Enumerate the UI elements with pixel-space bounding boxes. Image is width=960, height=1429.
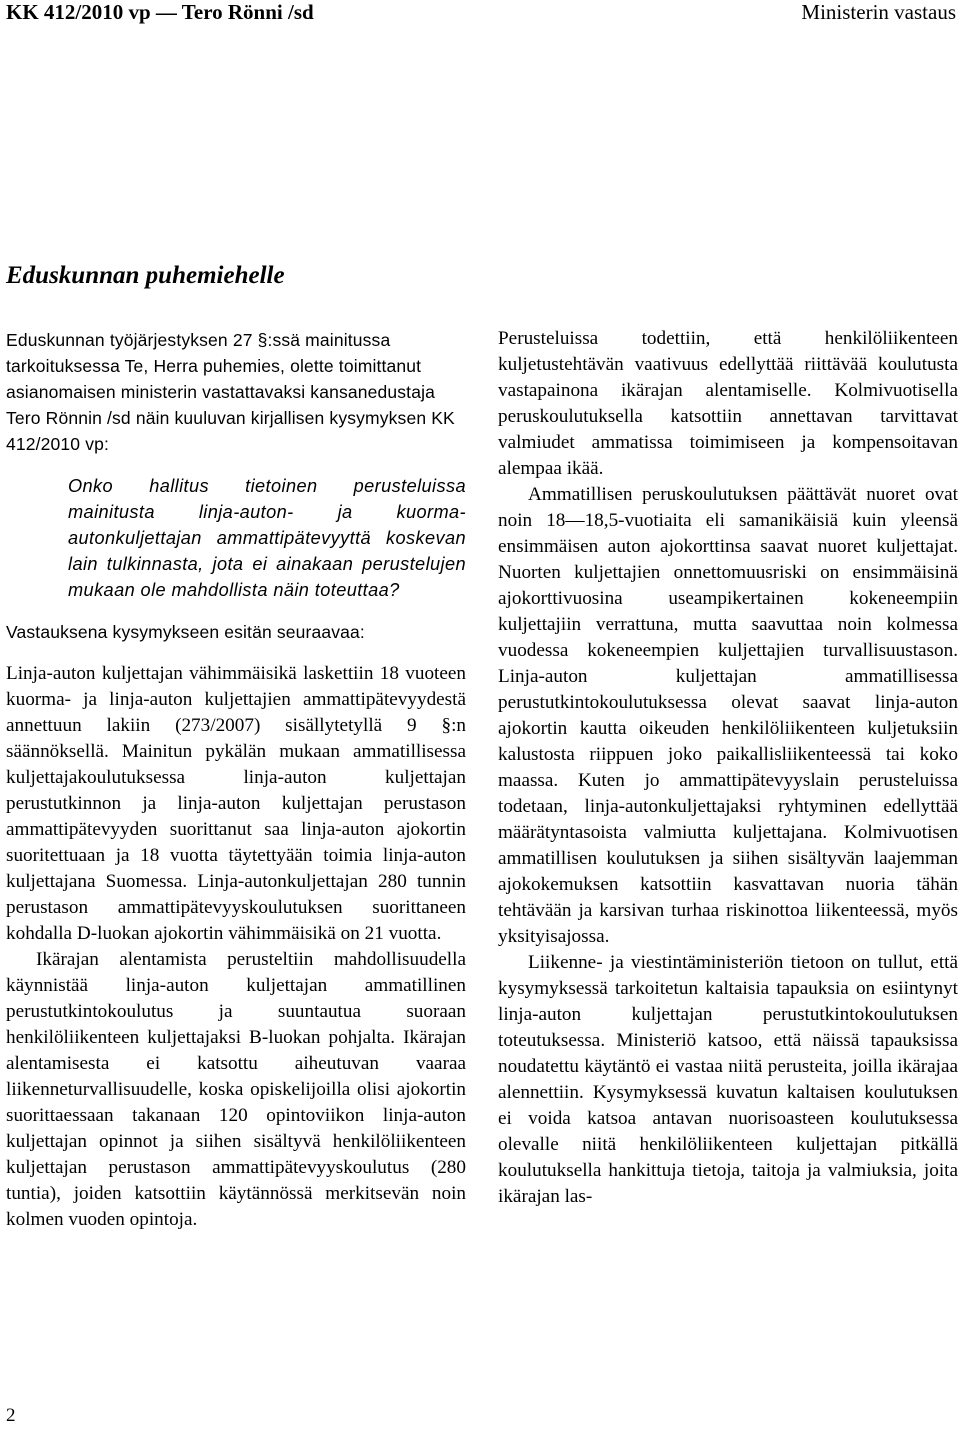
page-number: 2 <box>6 1405 16 1426</box>
intro-paragraph: Eduskunnan työjärjestyksen 27 §:ssä mainitussa tarkoituksessa Te, Herra puhemies, olette toimittanut asianomaisen ministerin vastattavaksi kansanedustaja Tero Rönnin /sd näin kuuluvan kirjallisen kysymyksen KK 412/2010 vp: <box>6 330 455 454</box>
left-column <box>6 326 466 1233</box>
document-reference-header: KK 412/2010 vp — Tero Rönni /sd <box>6 0 314 24</box>
reply-intro: Vastauksena kysymykseen esitän seuraavaa: <box>6 622 365 642</box>
answer-paragraph-4: Ammatillisen peruskoulutuksen päättävät nuoret ovat noin 18—18,5-vuotiaita eli samanikäisiä kuin yleensä ensimmäisen auton ajokorttinsa saavat nuoret kuljettajat. Nuorten kuljettajien onnettomuusriski on ensimmäisinä ajokorttivuosina useampikertainen kokeneempiin kuljettajiin verrattuna, mutta saavuttaa noin kolmessa vuodessa kokeneempien kuljettajien turvallisuustason. Linja-auton kuljettajan ammatillisessa perustutkintokoulutuksessa olevat saavat linja-auton ajokortin kautta oikeuden henkilöliikenteen kuljetuksiin kalustosta riippuen joko paikallisliikenteessä tai koko maassa. Kuten jo ammattipätevyyslain perusteluissa todetaan, linja-autonkuljettajaksi ryhtyminen edellyttää määrätyntasoista valmiutta kuljettajana. Kolmivuotisen ammatillisen koulutuksen ja siihen sisältyvän laajemman ajokokemuksen katsottiin kasvattavan nuoria tähän tehtävään ja karsivan turhaa riskinottoa liikenteessä, myös yksityisajossa. <box>498 484 958 947</box>
answer-paragraph-1: Linja-auton kuljettajan vähimmäisikä laskettiin 18 vuoteen kuorma- ja linja-auton kuljettajien ammattipätevyydestä annettuun lakiin (273/2007) sisällytetyllä 9 §:n säännöksellä. Mainitun pykälän mukaan ammatillisessa kuljettajakoulutuksessa linja-auton kuljettajan perustutkinnon ja linja-auton kuljettajan perustason ammattipätevyyden suorittanut saa linja-auton ajokortin suoritettuaan ja 18 vuotta täytettyään toimia linja-auton kuljettajana Suomessa. Linja-autonkuljettajan 280 tunnin perustason ammattipätevyyskoulutuksen suorittaneen kohdalla D-luokan ajokortin vähimmäisikä on 21 vuotta. <box>6 663 466 944</box>
addressee-heading: Eduskunnan puhemiehelle <box>6 262 285 289</box>
right-column <box>498 326 958 1210</box>
question-quote: Onko hallitus tietoinen perusteluissa mainitusta linja-auton- ja kuorma-autonkuljettajan ammattipätevyyttä koskevan lain tulkinnasta, jota ei ainakaan perustelujen mukaan ole mahdollista näin toteuttaa? <box>68 476 466 600</box>
answer-paragraph-5: Liikenne- ja viestintäministeriön tietoon on tullut, että kysymyksessä tarkoitetun kaltaisia tapauksia on esiintynyt linja-auton kuljettajan perustutkintokoulutuksen toteutuksessa. Ministeriö katsoo, että näissä tapauksissa noudatettu käytäntö ei vastaa niitä perusteita, joilla ikärajaa alennettiin. Kysymyksessä kuvatun kaltaisen koulutuksen ei voida katsoa antavan nuorisoasteen koulutuksessa olevalle niitä henkilöliikenteen kuljettajan pitkällä koulutuksella hankittuja tietoja, taitoja ja valmiuksia, joita ikärajan las- <box>498 952 958 1207</box>
document-type-header: Ministerin vastaus <box>801 0 956 24</box>
answer-paragraph-3: Perusteluissa todettiin, että henkilöliikenteen kuljetustehtävän vaativuus edellyttää riittävää koulutusta vastapainona ikärajan alentamiselle. Kolmivuotisella peruskoulutuksella katsottiin annettavan tarvittavat valmiudet ammatissa toimimiseen ja kompensoitavan alempaa ikää. <box>498 328 958 479</box>
answer-paragraph-2: Ikärajan alentamista perusteltiin mahdollisuudella käynnistää linja-auton kuljettajan ammatillinen perustutkintokoulutus ja suuntautua suoraan henkilöliikenteen kuljettajaksi B-luokan pohjalta. Ikärajan alentamisesta ei katsottu aiheutuvan vaaraa liikenneturvallisuudelle, koska opiskelijoilla olisi ajokortin suorittaessaan takanaan 120 opintoviikon linja-auton kuljettajan opinnot ja siihen sisältyvä henkilöliikenteen kuljettajan perustason ammattipätevyyskoulutus (280 tuntia), joiden katsottiin käytännössä merkitsevän noin kolmen vuoden opintoja. <box>6 949 466 1230</box>
